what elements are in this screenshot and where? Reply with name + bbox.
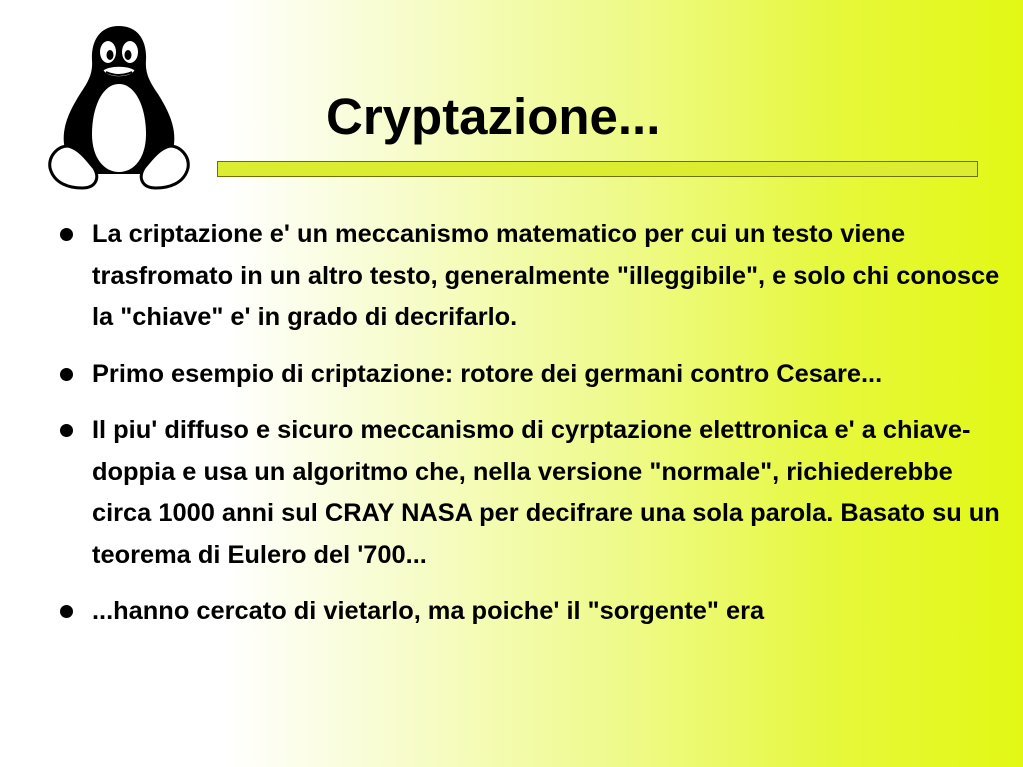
title-underline-bar bbox=[217, 161, 978, 177]
bullet-dot-icon bbox=[60, 368, 73, 381]
bullet-item bbox=[58, 591, 1006, 633]
bullet-text: Il piu' diffuso e sicuro meccanismo di cyrptazione elettronica e' a chiave-doppia e usa un algoritmo che, nella versione "normale", richiederebbe circa 1000 anni sul CRAY NASA per decifrare una sola parola. Basato su un teorema di Eulero del '700... bbox=[92, 416, 1000, 569]
bullet-item bbox=[58, 214, 1006, 339]
bullet-dot-icon bbox=[60, 228, 73, 241]
slide-title: Cryptazione... bbox=[326, 88, 661, 145]
bullet-item bbox=[58, 410, 1006, 576]
bullet-dot-icon bbox=[60, 605, 73, 618]
bullet-item bbox=[58, 354, 1006, 396]
bullet-dot-icon bbox=[60, 424, 73, 437]
bullet-list bbox=[58, 214, 1006, 648]
tux-penguin-icon bbox=[44, 22, 194, 194]
bullet-text: La criptazione e' un meccanismo matematico per cui un testo viene trasfromato in un altro testo, generalmente "illeggibile", e solo chi conosce la "chiave" e' in grado di decrifarlo. bbox=[92, 220, 1000, 331]
bullet-text: ...hanno cercato di vietarlo, ma poiche' il "sorgente" era bbox=[92, 597, 765, 625]
bullet-text: Primo esempio di criptazione: rotore dei germani contro Cesare... bbox=[92, 359, 883, 388]
